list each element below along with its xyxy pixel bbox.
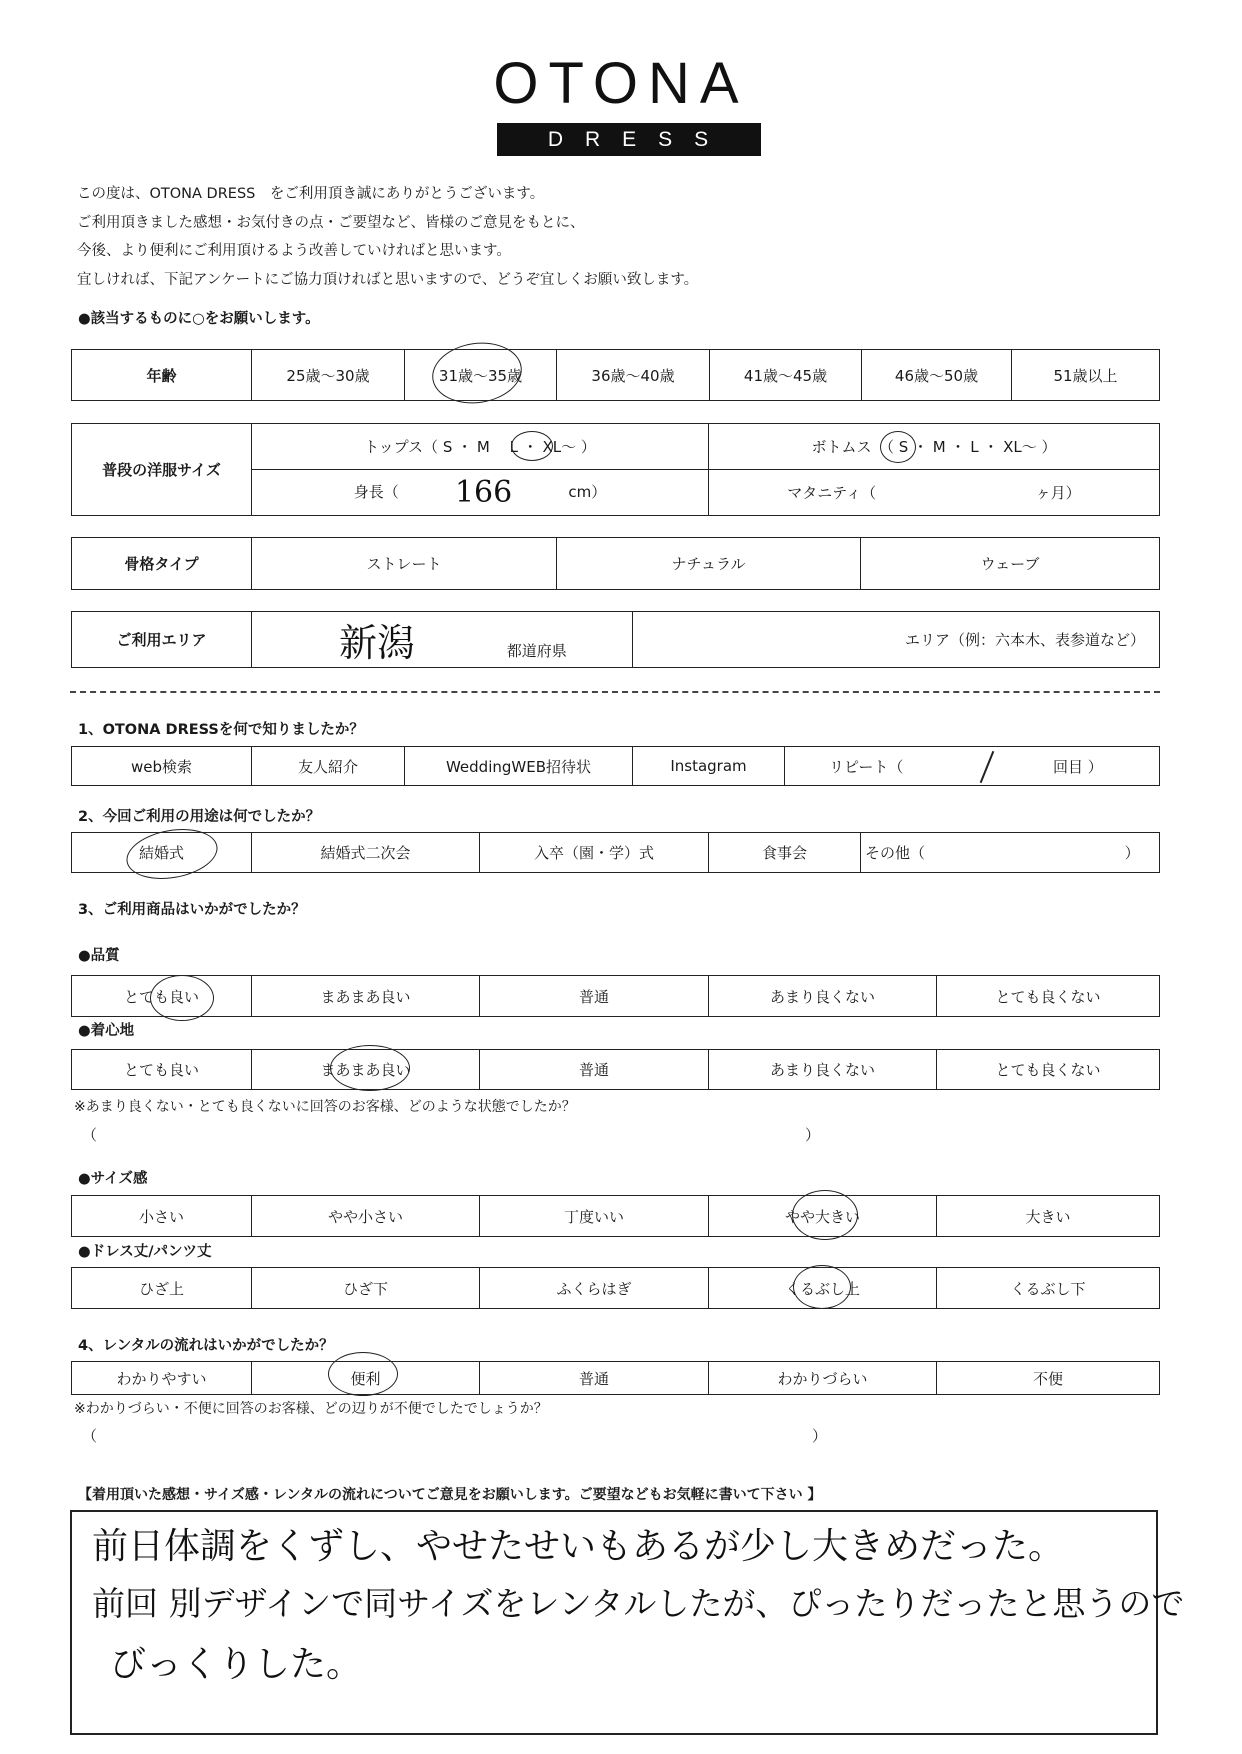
height-value: 166 bbox=[454, 475, 513, 510]
prefecture-suffix: 都道府県 bbox=[506, 642, 567, 660]
height-unit: cm） bbox=[568, 483, 607, 501]
fit-option[interactable]: 丁度いい bbox=[480, 1196, 709, 1237]
quality-label: ●品質 bbox=[78, 948, 120, 964]
age-label: 年齢 bbox=[72, 350, 252, 401]
intro-line: 宜しければ、下記アンケートにご協力頂ければと思いますので、どうぞ宜しくお願い致します。 bbox=[77, 271, 699, 288]
q4-selection-mark bbox=[328, 1352, 398, 1396]
comment-line: びっくりした。 bbox=[110, 1644, 363, 1685]
instruction: ●該当するものに○をお願いします。 bbox=[78, 311, 320, 327]
q2-option[interactable]: 入卒（園・学）式 bbox=[480, 833, 709, 873]
q4-note: ※わかりづらい・不便に回答のお客様、どの辺りが不便でしたでしょうか？ bbox=[74, 1401, 548, 1417]
comfort-option[interactable]: まあまあ良い bbox=[252, 1050, 480, 1090]
comfort-note: ※あまり良くない・とても良くないに回答のお客様、どのような状態でしたか？ bbox=[74, 1099, 576, 1115]
frame-table bbox=[71, 537, 1160, 590]
comfort-label: ●着心地 bbox=[78, 1023, 135, 1039]
q1-repeat-label: リピート（ bbox=[829, 757, 904, 776]
length-table bbox=[71, 1267, 1160, 1309]
frame-option[interactable]: ナチュラル bbox=[557, 538, 861, 590]
comment-line: 前回 別デザインで同サイズをレンタルしたが、ぴったりだったと思うので bbox=[92, 1584, 1185, 1623]
q4-option[interactable]: わかりづらい bbox=[709, 1362, 937, 1395]
length-option[interactable]: ひざ下 bbox=[252, 1268, 480, 1309]
fit-option[interactable]: 大きい bbox=[937, 1196, 1160, 1237]
quality-option[interactable]: まあまあ良い bbox=[252, 976, 480, 1017]
q4-title: 4、レンタルの流れはいかがでしたか？ bbox=[78, 1338, 334, 1354]
q4-answer-close: ） bbox=[812, 1427, 828, 1445]
comfort-table bbox=[71, 1049, 1160, 1090]
q2-other-close: ） bbox=[1124, 844, 1140, 862]
brand-logo-sub: DRESS bbox=[497, 123, 761, 156]
age-table bbox=[71, 349, 1160, 401]
frame-option[interactable]: ストレート bbox=[252, 538, 557, 590]
length-option[interactable]: くるぶし上 bbox=[709, 1268, 937, 1309]
intro-text bbox=[77, 180, 698, 294]
fit-option[interactable]: やや小さい bbox=[252, 1196, 480, 1237]
length-selection-mark bbox=[793, 1265, 851, 1309]
comfort-option[interactable]: あまり良くない bbox=[709, 1050, 937, 1090]
maternity-field[interactable] bbox=[709, 470, 1160, 516]
quality-table bbox=[71, 975, 1160, 1017]
bottoms-selection-mark bbox=[880, 431, 916, 463]
maternity-label: マタニティ（ bbox=[787, 484, 877, 502]
fit-selection-mark bbox=[792, 1190, 858, 1240]
area-table bbox=[71, 611, 1160, 668]
q1-repeat-unit: 回目 ） bbox=[1052, 757, 1103, 776]
age-option[interactable]: 25歳～30歳 bbox=[252, 350, 405, 401]
comment-line: 前日体調をくずし、やせたせいもあるが少し大きめだった。 bbox=[92, 1526, 1065, 1567]
prefecture-field[interactable] bbox=[252, 612, 633, 668]
length-option[interactable]: ひざ上 bbox=[72, 1268, 252, 1309]
size-label: 普段の洋服サイズ bbox=[72, 424, 252, 516]
q2-table bbox=[71, 832, 1160, 873]
q1-option[interactable]: 友人紹介 bbox=[252, 747, 405, 786]
q2-other-label: その他（ bbox=[865, 844, 926, 862]
height-field[interactable] bbox=[252, 470, 709, 516]
tops-selection-mark bbox=[511, 431, 553, 461]
quality-option[interactable]: 普通 bbox=[480, 976, 709, 1017]
q4-table bbox=[71, 1361, 1160, 1395]
q4-option[interactable]: わかりやすい bbox=[72, 1362, 252, 1395]
length-option[interactable]: くるぶし下 bbox=[937, 1268, 1160, 1309]
q2-option[interactable]: 結婚式 bbox=[72, 833, 252, 873]
age-option[interactable]: 36歳～40歳 bbox=[557, 350, 710, 401]
frame-label: 骨格タイプ bbox=[72, 538, 252, 590]
bottoms-size[interactable]: ボトムス （ S ・ M ・ L ・ XL～ ） bbox=[709, 424, 1160, 470]
fit-option[interactable]: やや大きい bbox=[709, 1196, 937, 1237]
age-option[interactable]: 46歳～50歳 bbox=[862, 350, 1012, 401]
comfort-answer-close: ） bbox=[805, 1126, 821, 1144]
length-option[interactable]: ふくらはぎ bbox=[480, 1268, 709, 1309]
height-label: 身長（ bbox=[353, 483, 399, 501]
q1-table bbox=[71, 746, 1160, 786]
q4-answer-open: （ bbox=[82, 1427, 98, 1445]
q1-option[interactable]: web検索 bbox=[72, 747, 252, 786]
intro-line: ご利用頂きました感想・お気付きの点・ご要望など、皆様のご意見をもとに、 bbox=[77, 214, 585, 231]
comfort-option[interactable]: とても良い bbox=[72, 1050, 252, 1090]
comfort-answer-open: （ bbox=[82, 1126, 98, 1144]
comment-title: 【着用頂いた感想・サイズ感・レンタルの流れについてご意見をお願いします。ご要望などもお気軽に書いて下さい 】 bbox=[78, 1487, 822, 1503]
q2-option[interactable]: 食事会 bbox=[709, 833, 861, 873]
q1-repeat[interactable] bbox=[785, 747, 1160, 786]
q1-title: 1、OTONA DRESSを何で知りましたか？ bbox=[78, 722, 364, 738]
size-table bbox=[71, 423, 1160, 516]
q4-option[interactable]: 便利 bbox=[252, 1362, 480, 1395]
comfort-option[interactable]: とても良くない bbox=[937, 1050, 1160, 1090]
area-hint[interactable]: エリア（例：六本木、表参道など） bbox=[633, 612, 1160, 668]
brand-logo: OTONA bbox=[493, 51, 749, 116]
prefecture-value: 新潟 bbox=[338, 621, 415, 665]
q1-option[interactable]: Instagram bbox=[633, 747, 785, 786]
q4-option[interactable]: 普通 bbox=[480, 1362, 709, 1395]
q1-option[interactable]: WeddingWEB招待状 bbox=[405, 747, 633, 786]
comfort-selection-mark bbox=[330, 1045, 410, 1091]
q2-title: 2、今回ご利用の用途は何でしたか？ bbox=[78, 809, 321, 825]
quality-option[interactable]: とても良くない bbox=[937, 976, 1160, 1017]
frame-option[interactable]: ウェーブ bbox=[861, 538, 1160, 590]
age-option[interactable]: 41歳～45歳 bbox=[710, 350, 862, 401]
comfort-option[interactable]: 普通 bbox=[480, 1050, 709, 1090]
area-label: ご利用エリア bbox=[72, 612, 252, 668]
section-divider bbox=[70, 691, 1160, 693]
fit-option[interactable]: 小さい bbox=[72, 1196, 252, 1237]
tops-size[interactable]: トップス（ S ・ M L ・ XL～ ） bbox=[252, 424, 709, 470]
fit-label: ●サイズ感 bbox=[78, 1171, 148, 1187]
length-label: ●ドレス丈/パンツ丈 bbox=[78, 1244, 212, 1260]
q3-title: 3、ご利用商品はいかがでしたか？ bbox=[78, 902, 306, 918]
q2-other[interactable] bbox=[861, 833, 1160, 873]
q4-option[interactable]: 不便 bbox=[937, 1362, 1160, 1395]
quality-option[interactable]: あまり良くない bbox=[709, 976, 937, 1017]
quality-selection-mark bbox=[150, 975, 214, 1021]
intro-line: 今後、より便利にご利用頂けるよう改善していければと思います。 bbox=[77, 243, 511, 259]
age-option[interactable]: 31歳～35歳 bbox=[405, 350, 557, 401]
intro-line: この度は、OTONA DRESS をご利用頂き誠にありがとうございます。 bbox=[77, 186, 545, 202]
maternity-unit: ヶ月） bbox=[1035, 484, 1081, 502]
age-option[interactable]: 51歳以上 bbox=[1012, 350, 1160, 401]
q2-option[interactable]: 結婚式二次会 bbox=[252, 833, 480, 873]
fit-table bbox=[71, 1195, 1160, 1237]
quality-option[interactable]: とても良い bbox=[72, 976, 252, 1017]
